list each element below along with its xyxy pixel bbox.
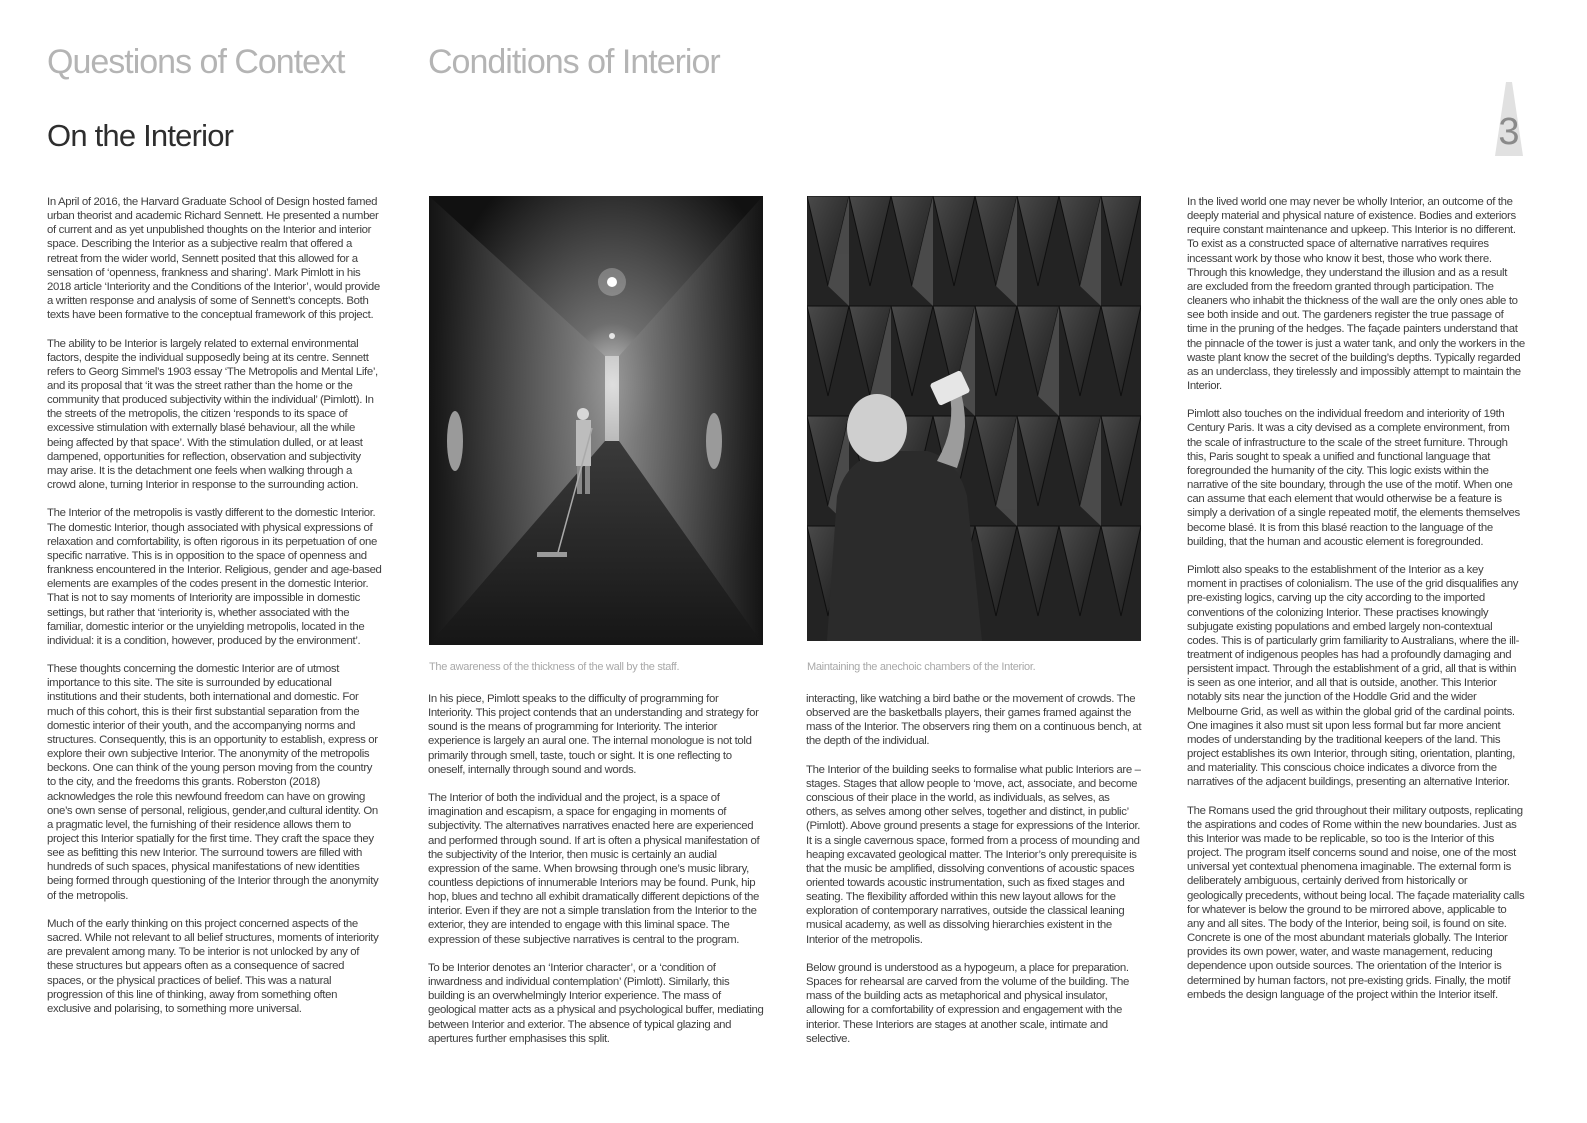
page-number-marker [1495, 82, 1523, 156]
corridor-photo [429, 196, 763, 645]
corridor-photo-caption: The awareness of the thickness of the wall by the staff. [429, 661, 680, 673]
paragraph: The Interior of both the individual and the project, is a space of imagination and escapism, a space for engaging in moments of subjectivity. The alternatives narratives enacted here are experienced and performed through sound. If art is often a physical manifestation of the subjectivity of the Interior, then music is certainly an audial expression of the same. When browsing through one’s music library, countless depictions of innumerable Interiors may be found. Punk, hip hop, blues and techno all exhibit dramatically different depictions of the interior. Even if they are not a simple translation from the Interior to the exterior, they are intended to engage with this liminal space. The expression of these subjective narratives is central to the program. [428, 792, 760, 946]
page-number: 3 [1498, 111, 1520, 153]
chapter-title: Conditions of Interior [428, 43, 720, 81]
paragraph: The Interior of the metropolis is vastly different to the domestic Interior. The domestic Interior, though associated with physical expressions of relaxation and comfortability, is often rigorous in its perpetuation of one specific narrative. This is in opposition to the space of openness and frankness encountered in the Interior. Religious, gender and age-based elements are examples of the codes present in the domestic Interior. That is not to say moments of Interiority are impossible in domestic settings, but rather that ‘interiority is, whether associated with the familiar, domestic interior or the unyielding metropolis, located in the individual: it is a condition, however, produced by the environment’. [47, 507, 382, 647]
paragraph: The ability to be Interior is largely related to external environmental factors, despite the individual supposedly being at its centre. Sennett refers to Georg Simmel’s 1903 essay ‘The Metropolis and Mental Life’, and its proposal that ‘it was the street rather than the home or the community that produced subjectivity within the individual’ (Pimlott). In the streets of the metropolis, the citizen ‘responds to its space of excessive stimulation with externally blasé behaviour, all the while being affected by that space’. With the stimulation dulled, or at least dampened, opportunities for reflection, observation and subjectivity may arise. It is the detachment one feels when walking through a crowd alone, turning Interior in response to the surrounding action. [47, 337, 378, 492]
text-column-1 [47, 195, 383, 1030]
paragraph: Pimlott also speaks to the establishment of the Interior as a key moment in practises of colonialism. The use of the grid disqualifies any pre-existing logics, carving up the city according to the imported conventions of the colonizing Interior. These practises knowingly subjugate existing populations and embed largely non-contextual codes. This is of particularly grim familiarity to Australians, where the ill-treatment of indigenous peoples has had a profoundly damaging and persistent impact. Through the establishment of a grid, all that is within is seen as one interior, and all that is outside, another. This Interior notably sits near the junction of the Hoddle Grid and the wider Melbourne Grid, as well as within the global grid of the cardinal points. One imagines it also must sit upon less formal but far more ancient modes of understanding by the traditional keepers of the land. This project establishes its own Interior, through siting, orientation, planting, and materiality. This conscious choice indicates a divorce from the narratives of the adjacent buildings, presenting an alternative Interior. [1187, 564, 1520, 789]
paragraph: The Interior of the building seeks to formalise what public Interiors are – stages. Stages that allow people to ‘move, act, associate, and become conscious of their place in the world, as individuals, as selves, as others, as selves among other selves, together and distinct, in public’ (Pimlott). Above ground presents a stage for expressions of the Interior. It is a single cavernous space, formed from a process of mounding and heaping excavated geological matter. The Interior’s only prerequisite is that the music be amplified, dissolving conventions of acoustic spaces oriented towards acoustic instrumentation, such as fixed stages and seating. The flexibility afforded within this new layout allows for the exploration of contemporary narratives, outside the classical leaning musical academy, as well as dissolving hierarchies existent in the Interior of the metropolis. [806, 763, 1141, 946]
paragraph: interacting, like watching a bird bathe or the movement of crowds. The observed are the basketballs players, their games framed against the mass of the Interior. The observers ring them on a continuous bench, at the depth of the individual. [806, 693, 1142, 748]
paragraph: Much of the early thinking on this project concerned aspects of the sacred. While not relevant to all belief structures, moments of interiority are prevalent among many. To be interior is not unlocked by any of these structures but appears often as a consequence of sacred spaces, or the physical practices of belief. This was a natural progression of this line of thinking, away from something often exclusive and polarising, to something more universal. [47, 917, 379, 1015]
text-column-2 [428, 692, 764, 1060]
paragraph: Below ground is understood as a hypogeum, a place for preparation. Spaces for rehearsal are carved from the volume of the building. The mass of the building acts as metaphorical and physical insulator, allowing for a comfortability of expression and engagement with the interior. These Interiors are stages at another scale, intimate and selective. [806, 961, 1129, 1045]
wall-photo-caption: Maintaining the anechoic chambers of the Interior. [807, 661, 1036, 673]
anechoic-wall-photo [807, 196, 1141, 641]
paragraph: Pimlott also touches on the individual freedom and interiority of 19th Century Paris. It was a city devised as a complete environment, from the scale of infrastructure to the scale of the street furniture. Through this, Paris sought to speak a unified and functional language that foregrounded the humanity of the city. This logic exists within the narrative of the site boundary, through the use of the motif. When one can assume that each element that would otherwise be a feature is simply a derivation of a single repeated motif, the elements themselves become blasé. It is from this blasé reaction to the language of the building, that the human and acoustic element is foregrounded. [1187, 408, 1520, 548]
paragraph: These thoughts concerning the domestic Interior are of utmost importance to this site. The site is surrounded by educational institutions and their students, both international and domestic. For much of this cohort, this is their first substantial separation from the domestic interior of their youth, and the accompanying norms and structures. Consequently, this is an opportunity to establish, express or explore their own subjective Interior. The anonymity of the metropolis beckons. One can think of the young person moving from the country to the city, and the freedoms this grants. Roberston (2018) acknowledges the role this newfound freedom can have on growing one’s own sense of personal, religious, gender,and cultural identity. On a pragmatic level, the furnishing of their residence allows them to project this Interior spatially for the first time. They craft the space they see as befitting this new Interior. The surround towers are filled with hundreds of such spaces, physical manifestations of new identities being formed through questioning of the Interior through the anonymity of the metropolis. [47, 663, 379, 902]
paragraph: In April of 2016, the Harvard Graduate School of Design hosted famed urban theorist and academic Richard Sennett. He presented a number of current and as yet unpublished thoughts on the Interior and interior space. Describing the Interior as a subjective realm that offered a retreat from the wider world, Sennett posited that this allowed for a sensation of ‘openness, frankness and sharing’. Mark Pimlott in his 2018 article ‘Interiority and the Conditions of the Interior’, would provide a written response and analysis of some of Sennett’s concepts. Both texts have been formative to the conceptual framework of this project. [47, 196, 380, 322]
anechoic-wall-illustration [807, 196, 1141, 641]
text-column-4 [1187, 195, 1525, 1016]
section-title: Questions of Context [47, 43, 345, 81]
text-column-3 [806, 692, 1142, 1060]
corridor-illustration [429, 196, 763, 645]
paragraph: In the lived world one may never be wholly Interior, an outcome of the deeply material and physical nature of existence. Bodies and exteriors require constant maintenance and upkeep. This Interior is no different. To exist as a constructed space of alternative narratives requires incessant work by those who know it best, those who work there. Through this knowledge, they understand the illusion and as a result are excluded from the freedom granted through participation. The cleaners who inhabit the thickness of the wall are the only ones able to see both inside and out. The gardeners register the true passage of time in the pruning of the hedges. The façade painters understand that the pinnacle of the tower is just a water tank, and only the workers in the waste plant know the secret of the building’s depths. Typically regarded as an underclass, they tirelessly and impossibly attempt to maintain the Interior. [1187, 196, 1525, 393]
paragraph: The Romans used the grid throughout their military outposts, replicating the aspirations and codes of Rome within the new boundaries. Just as this Interior was made to be replicable, so too is the Interior of this project. The program itself concerns sound and noise, one of the most universal yet contextual phenomena imaginable. The external form is deliberately ambiguous, certainly derived from historically or geologically precedents, without being local. The façade materiality calls for whatever is below the ground to be mirrored above, applicable to any and all sites. The body of the Interior, being soil, is found on site. Concrete is one of the most abundant materials globally. The Interior provides its own power, water, and waste management, reducing dependence upon outside sources. The orientation of the Interior is determined by human factors, not pre-existing grids. Finally, the motif embeds the design language of the project within the Interior itself. [1187, 804, 1525, 1001]
paragraph: To be Interior denotes an ‘Interior character’, or a ‘condition of inwardness and individual contemplation’ (Pimlott). Similarly, this building is an overwhelmingly Interior experience. The mass of geological matter acts as a physical and psychological buffer, mediating between Interior and exterior. The absence of typical glazing and apertures further emphasises this split. [428, 961, 764, 1045]
page-title: On the Interior [47, 118, 234, 153]
paragraph: In his piece, Pimlott speaks to the difficulty of programming for Interiority. This project contends that an understanding and strategy for sound is the means of programming for Interiority. The interior experience is largely an aural one. The internal monologue is not told primarily through smell, taste, touch or sight. It is one reflecting to oneself, internally through sound and words. [428, 693, 759, 776]
